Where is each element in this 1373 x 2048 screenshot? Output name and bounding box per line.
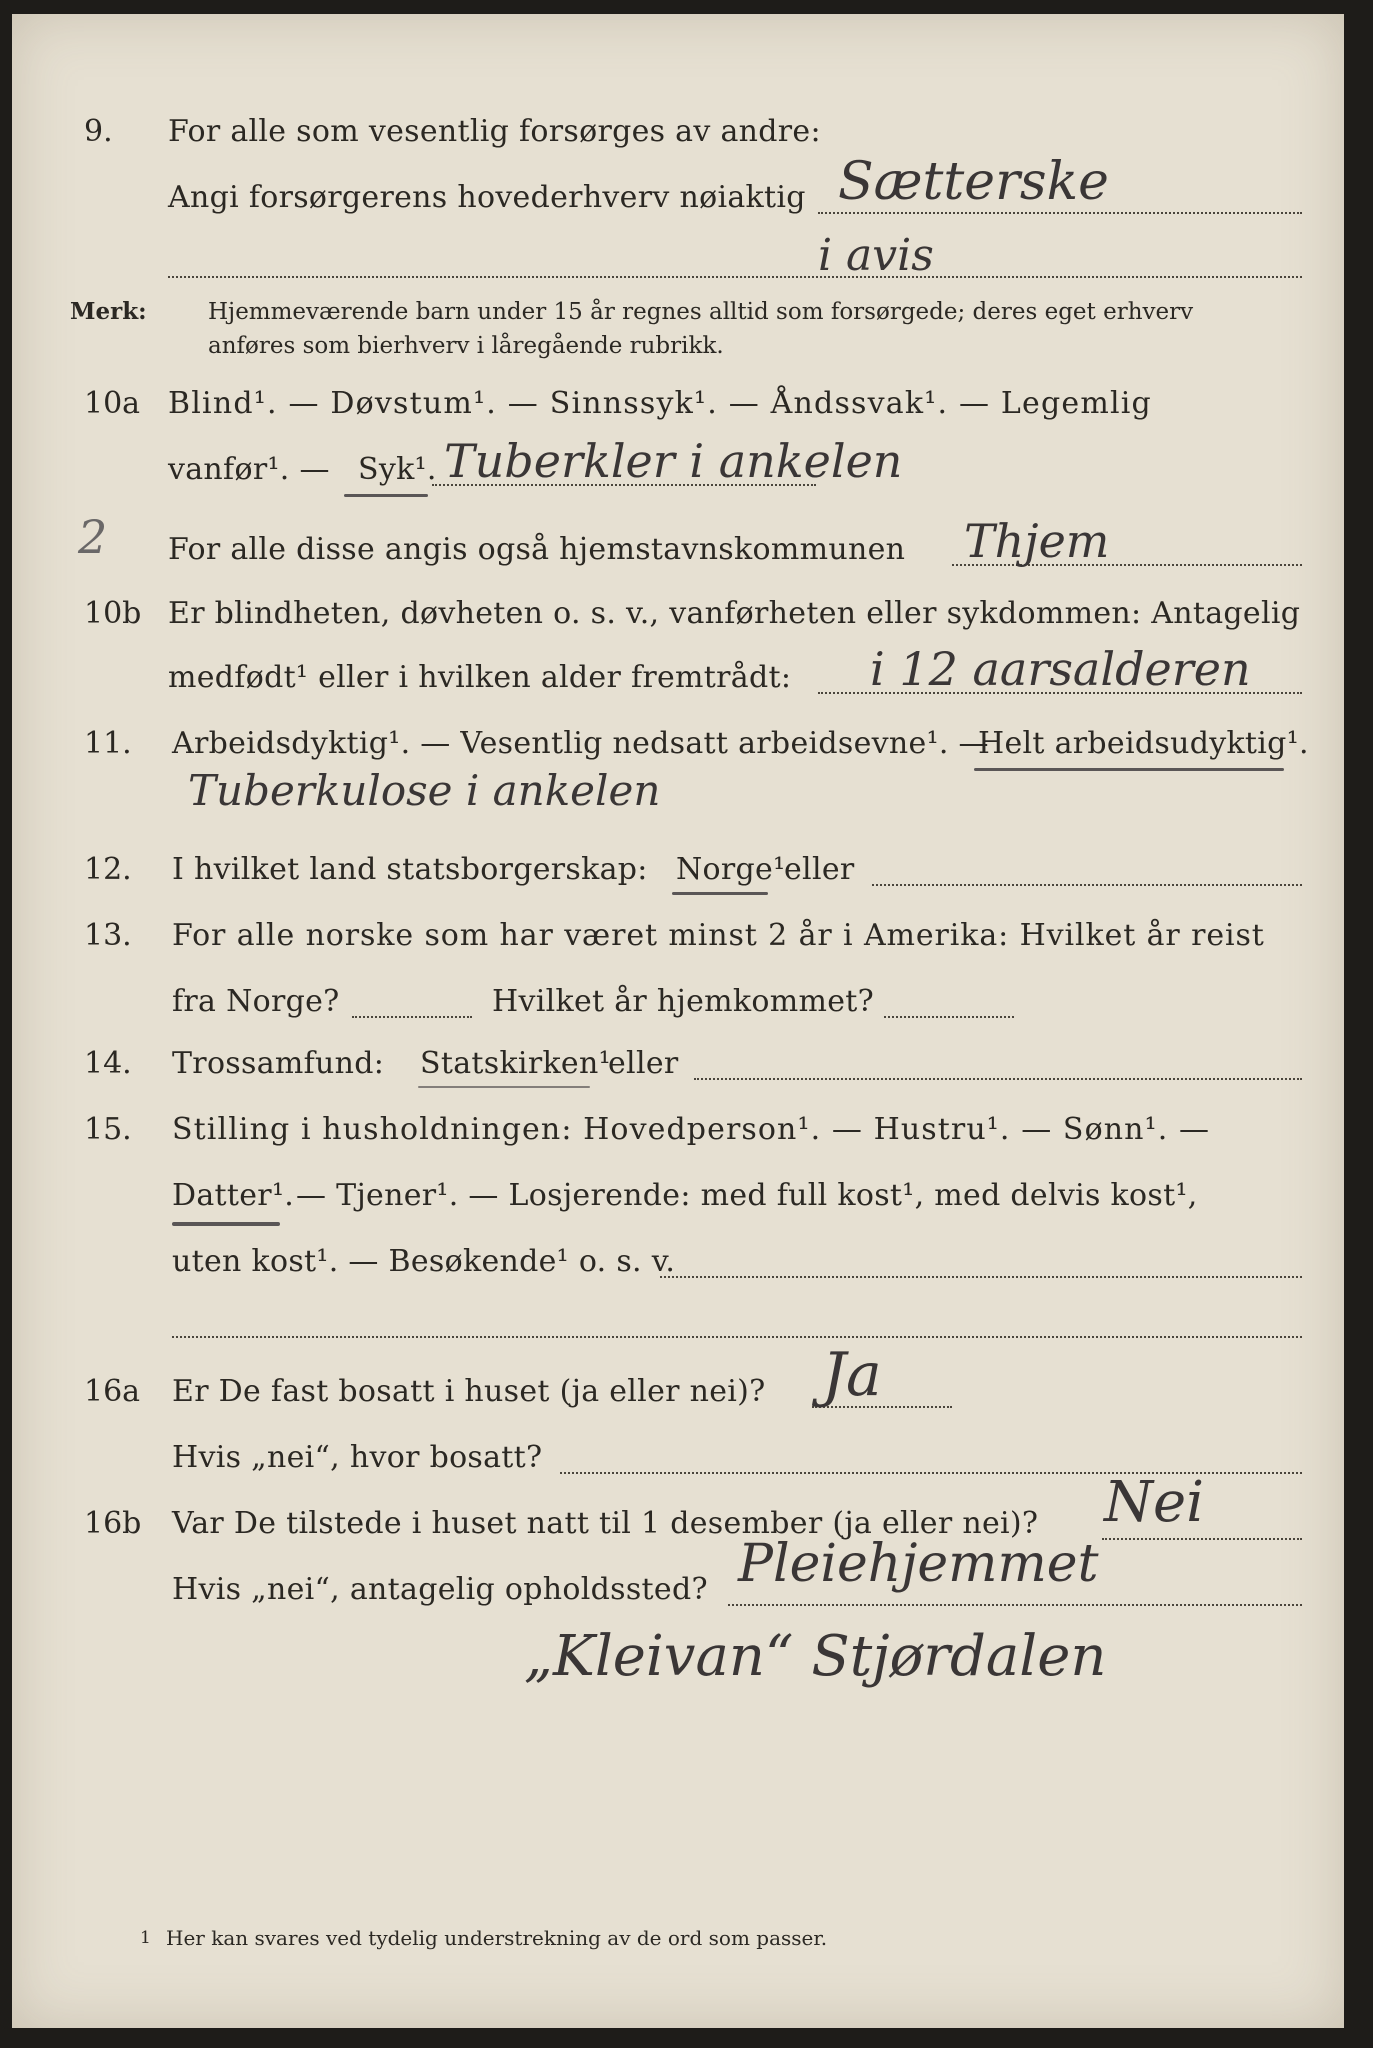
- question-14-answer-line: [694, 1078, 1302, 1080]
- question-14-marked-option: Statskirken¹: [420, 1046, 611, 1081]
- question-10a-answer: Tuberkler i ankelen: [444, 434, 903, 488]
- question-11-line1: Arbeidsdyktig¹. — Vesentlig nedsatt arbeidsevne¹. —: [172, 726, 989, 761]
- pencil-underline: [974, 768, 1284, 771]
- question-14-label: Trossamfund:: [172, 1046, 385, 1081]
- note-line2: anføres som bierhverv i låregående rubrikk.: [208, 333, 724, 359]
- pencil-underline: [672, 892, 768, 895]
- question-10a-line1: Blind¹. — Døvstum¹. — Sinnssyk¹. — Åndssvak¹. — Legemlig: [168, 386, 1152, 421]
- footnote-text: Her kan svares ved tydelig understrekning av de ord som passer.: [166, 1926, 828, 1950]
- question-16b-number: 16b: [84, 1506, 142, 1541]
- question-11-marked-option: Helt arbeidsudyktig¹.: [978, 726, 1309, 761]
- question-10b-answer: i 12 aarsalderen: [870, 642, 1251, 696]
- footnote-mark: 1: [140, 1928, 151, 1948]
- question-10a-line3-answer: Thjem: [964, 514, 1110, 568]
- question-13-line2b: Hvilket år hjemkommet?: [492, 984, 875, 1019]
- pencil-underline: [344, 494, 428, 497]
- question-13-emigration-year-line: [352, 1016, 472, 1018]
- question-10a-marked-option: Syk¹.: [358, 452, 437, 487]
- question-15-marked-option: Datter¹.: [172, 1178, 295, 1213]
- question-15-answer-line: [660, 1276, 1302, 1278]
- margin-mark: 2: [78, 510, 108, 564]
- note-line1: Hjemmeværende barn under 15 år regnes alltid som forsørgede; deres eget erhverv: [208, 299, 1194, 325]
- question-15-line2: — Tjener¹. — Losjerende: med full kost¹, med delvis kost¹,: [296, 1178, 1198, 1213]
- note-label: Merk:: [70, 298, 147, 325]
- question-9-answer-line-2: [168, 276, 1302, 278]
- question-12-label: I hvilket land statsborgerskap:: [172, 852, 648, 887]
- question-13-return-year-line: [884, 1016, 1014, 1018]
- question-10a-number: 10a: [84, 386, 141, 421]
- question-16b-line1: Var De tilstede i huset natt til 1 desember (ja eller nei)?: [172, 1506, 1039, 1541]
- question-10b-number: 10b: [84, 596, 142, 631]
- question-12-marked-option: Norge¹: [676, 852, 786, 887]
- question-10a-prefix: vanfør¹. —: [168, 452, 330, 487]
- question-15-line3: uten kost¹. — Besøkende¹ o. s. v.: [172, 1244, 676, 1279]
- pencil-underline: [172, 1222, 280, 1226]
- question-13-line2a: fra Norge?: [172, 984, 340, 1019]
- question-9-answer-line: [818, 212, 1302, 214]
- question-9-number: 9.: [84, 114, 113, 149]
- question-11-number: 11.: [84, 726, 132, 761]
- question-16b-location-2: „Kleivan“ Stjørdalen: [524, 1624, 1107, 1689]
- question-15-answer-line-2: [172, 1336, 1302, 1338]
- question-10b-line2: medfødt¹ eller i hvilken alder fremtrådt:: [168, 660, 792, 695]
- question-15-number: 15.: [84, 1112, 132, 1147]
- question-16b-answer: Nei: [1104, 1470, 1205, 1535]
- question-11-answer: Tuberkulose i ankelen: [188, 766, 661, 815]
- question-15-line1: Stilling i husholdningen: Hovedperson¹. — Hustru¹. — Sønn¹. —: [172, 1112, 1211, 1147]
- question-13-line1: For alle norske som har været minst 2 år i Amerika: Hvilket år reist: [172, 918, 1265, 953]
- pencil-underline: [418, 1086, 590, 1088]
- question-12-number: 12.: [84, 852, 132, 887]
- question-16a-number: 16a: [84, 1374, 141, 1409]
- question-16b-location: Pleiehjemmet: [738, 1534, 1099, 1594]
- question-13-number: 13.: [84, 918, 132, 953]
- question-16a-line2: Hvis „nei“, hvor bosatt?: [172, 1440, 543, 1475]
- question-10b-line1: Er blindheten, døvheten o. s. v., vanførheten eller sykdommen: Antagelig: [168, 596, 1301, 631]
- question-16a-answer: Ja: [822, 1340, 882, 1410]
- question-9-line1: For alle som vesentlig forsørges av andre:: [168, 114, 821, 149]
- question-14-suffix: eller: [608, 1046, 679, 1081]
- question-9-answer: Sætterske: [838, 152, 1109, 212]
- question-10a-line3: For alle disse angis også hjemstavnskommunen: [168, 532, 906, 567]
- question-16b-line2: Hvis „nei“, antagelig opholdssted?: [172, 1572, 708, 1607]
- question-9-answer-2: i avis: [818, 230, 934, 281]
- census-form-sheet: [12, 14, 1344, 2028]
- question-14-number: 14.: [84, 1046, 132, 1081]
- question-9-label: Angi forsørgerens hovederhverv nøiaktig: [168, 180, 806, 215]
- question-12-answer-line: [872, 884, 1302, 886]
- question-16b-answer-line: [1102, 1538, 1302, 1540]
- question-12-suffix: eller: [784, 852, 855, 887]
- question-16b-location-line: [728, 1604, 1302, 1606]
- question-16a-line1: Er De fast bosatt i huset (ja eller nei)?: [172, 1374, 766, 1409]
